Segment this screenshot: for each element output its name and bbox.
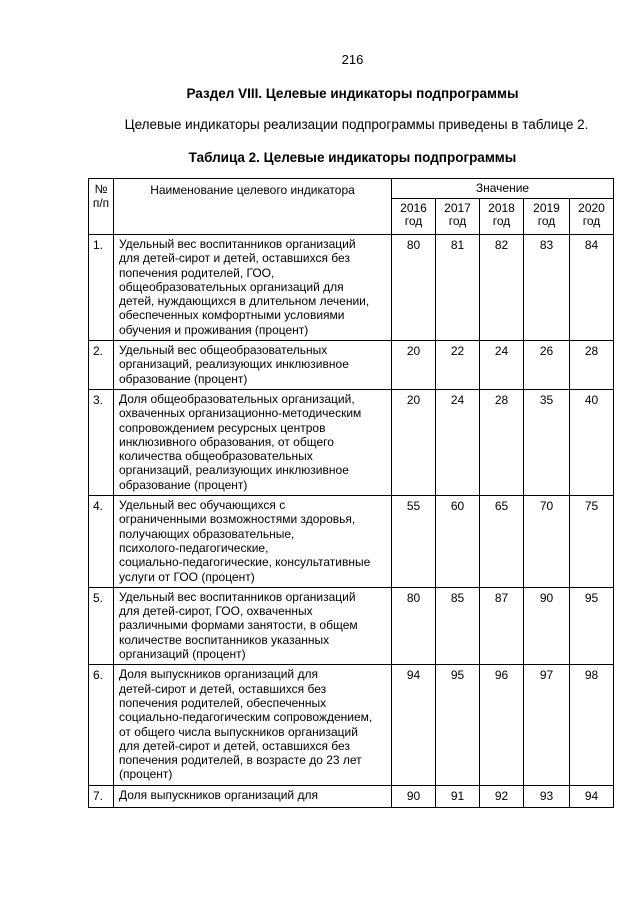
indicator-line: социально-педагогическим сопровождением, <box>119 710 373 725</box>
value-2017: 95 <box>436 665 480 785</box>
year-unit: год <box>492 214 511 228</box>
value-2019: 93 <box>524 785 570 807</box>
indicator-line: общеобразовательных организаций для <box>119 279 344 294</box>
header-year-2017 <box>436 199 480 235</box>
indicator-name <box>114 389 392 495</box>
page-number: 216 <box>341 52 364 67</box>
indicator-line: количестве воспитанников указанных <box>119 632 330 647</box>
table-row <box>89 496 614 588</box>
value-2016: 94 <box>392 665 436 785</box>
value-2020: 98 <box>570 665 614 785</box>
header-year-2020 <box>570 199 614 235</box>
year-unit: год <box>404 214 423 228</box>
header-row <box>89 179 614 199</box>
value-2019: 26 <box>524 341 570 390</box>
year-label: 2016 <box>400 201 427 215</box>
section-title: Раздел VIII. Целевые индикаторы подпрограммы <box>186 86 519 101</box>
value-2016: 55 <box>392 496 436 588</box>
header-year-2018 <box>480 199 524 235</box>
row-num: 1. <box>89 235 114 341</box>
year-label: 2019 <box>533 201 560 215</box>
value-2019: 97 <box>524 665 570 785</box>
indicator-line: для детей-сирот, ГОО, охваченных <box>119 604 313 619</box>
intro-text: Целевые индикаторы реализации подпрограммы приведены в таблице 2. <box>124 117 589 132</box>
indicators-table <box>88 178 614 808</box>
value-2017: 85 <box>436 587 480 664</box>
indicator-line: Доля выпускников организаций для <box>119 787 318 802</box>
indicator-line: ограниченными возможностями здоровья, <box>119 512 356 527</box>
value-2017: 91 <box>436 785 480 807</box>
indicator-line: услуги от ГОО (процент) <box>119 569 255 584</box>
header-value-group: Значение <box>392 179 614 199</box>
indicator-line: получающих образовательные, <box>119 526 295 541</box>
indicator-line: психолого-педагогические, <box>119 540 269 555</box>
indicator-line: Удельный вес обучающихся с <box>119 498 286 513</box>
value-2020: 40 <box>570 389 614 495</box>
indicator-line: организаций, реализующих инклюзивное <box>119 357 349 372</box>
indicator-name <box>114 785 392 807</box>
indicator-line: детей-сирот и детей, оставшихся без <box>119 681 327 696</box>
row-num: 3. <box>89 389 114 495</box>
indicator-line: попечения родителей, ГОО, <box>119 265 275 280</box>
indicator-line: попечения родителей, обеспеченных <box>119 695 327 710</box>
indicator-line: сопровождением ресурсных центров <box>119 420 326 435</box>
value-2018: 92 <box>480 785 524 807</box>
header-num <box>89 179 114 235</box>
indicator-line: Доля выпускников организаций для <box>119 667 318 682</box>
indicator-name <box>114 235 392 341</box>
table-row <box>89 389 614 495</box>
value-2020: 95 <box>570 587 614 664</box>
value-2018: 24 <box>480 341 524 390</box>
indicator-name <box>114 665 392 785</box>
year-label: 2018 <box>488 201 515 215</box>
value-2017: 81 <box>436 235 480 341</box>
indicator-line: Удельный вес воспитанников организаций <box>119 237 356 251</box>
row-num: 7. <box>89 785 114 807</box>
value-2020: 75 <box>570 496 614 588</box>
indicator-line: охваченных организационно-методическим <box>119 406 362 421</box>
header-num-line2: п/п <box>92 196 110 211</box>
value-2017: 22 <box>436 341 480 390</box>
table-row <box>89 341 614 390</box>
value-2018: 87 <box>480 587 524 664</box>
indicator-line: (процент) <box>119 767 173 782</box>
header-name: Наименование целевого индикатора <box>114 179 392 235</box>
indicator-line: от общего числа выпускников организаций <box>119 724 358 739</box>
value-2019: 90 <box>524 587 570 664</box>
indicator-line: обеспеченных комфортными условиями <box>119 308 345 323</box>
indicator-line: организаций (процент) <box>119 647 246 662</box>
value-2018: 82 <box>480 235 524 341</box>
value-2017: 24 <box>436 389 480 495</box>
value-2016: 20 <box>392 341 436 390</box>
value-2019: 83 <box>524 235 570 341</box>
value-2020: 28 <box>570 341 614 390</box>
row-num: 5. <box>89 587 114 664</box>
indicator-line: инклюзивного образования, от общего <box>119 434 334 449</box>
table-row <box>89 785 614 807</box>
table-row <box>89 587 614 664</box>
year-label: 2017 <box>444 201 471 215</box>
value-2016: 20 <box>392 389 436 495</box>
indicator-line: детей, нуждающихся в длительном лечении, <box>119 294 370 309</box>
year-label: 2020 <box>578 201 605 215</box>
value-2018: 65 <box>480 496 524 588</box>
indicator-line: Удельный вес общеобразовательных <box>119 343 328 358</box>
indicator-line: социально-педагогические, консультативные <box>119 555 371 570</box>
table-title: Таблица 2. Целевые индикаторы подпрограммы <box>188 150 517 165</box>
header-year-2019 <box>524 199 570 235</box>
value-2016: 90 <box>392 785 436 807</box>
value-2016: 80 <box>392 587 436 664</box>
indicator-line: образование (процент) <box>119 371 248 386</box>
indicator-name <box>114 587 392 664</box>
row-num: 4. <box>89 496 114 588</box>
value-2019: 35 <box>524 389 570 495</box>
indicator-line: обучения и проживания (процент) <box>119 322 309 337</box>
row-num: 2. <box>89 341 114 390</box>
indicator-line: Удельный вес воспитанников организаций <box>119 589 356 604</box>
indicator-name <box>114 341 392 390</box>
year-unit: год <box>448 214 467 228</box>
row-num: 6. <box>89 665 114 785</box>
value-2020: 84 <box>570 235 614 341</box>
indicator-line: для детей-сирот и детей, оставшихся без <box>119 738 350 753</box>
indicator-line: попечения родителей, в возрасте до 23 лет <box>119 753 362 768</box>
value-2019: 70 <box>524 496 570 588</box>
value-2017: 60 <box>436 496 480 588</box>
year-unit: год <box>537 214 556 228</box>
value-2016: 80 <box>392 235 436 341</box>
indicator-line: различными формами занятости, в общем <box>119 618 358 633</box>
indicator-name <box>114 496 392 588</box>
value-2018: 96 <box>480 665 524 785</box>
indicator-line: Доля общеобразовательных организаций, <box>119 391 355 406</box>
table-row <box>89 235 614 341</box>
value-2018: 28 <box>480 389 524 495</box>
indicator-line: образование (процент) <box>119 477 248 492</box>
header-num-line1: № <box>94 182 108 196</box>
year-unit: год <box>582 214 601 228</box>
header-year-2016 <box>392 199 436 235</box>
table-row <box>89 665 614 785</box>
indicator-line: для детей-сирот и детей, оставшихся без <box>119 251 350 266</box>
indicator-line: организаций, реализующих инклюзивное <box>119 463 349 478</box>
indicator-line: количества общеобразовательных <box>119 449 313 464</box>
value-2020: 94 <box>570 785 614 807</box>
